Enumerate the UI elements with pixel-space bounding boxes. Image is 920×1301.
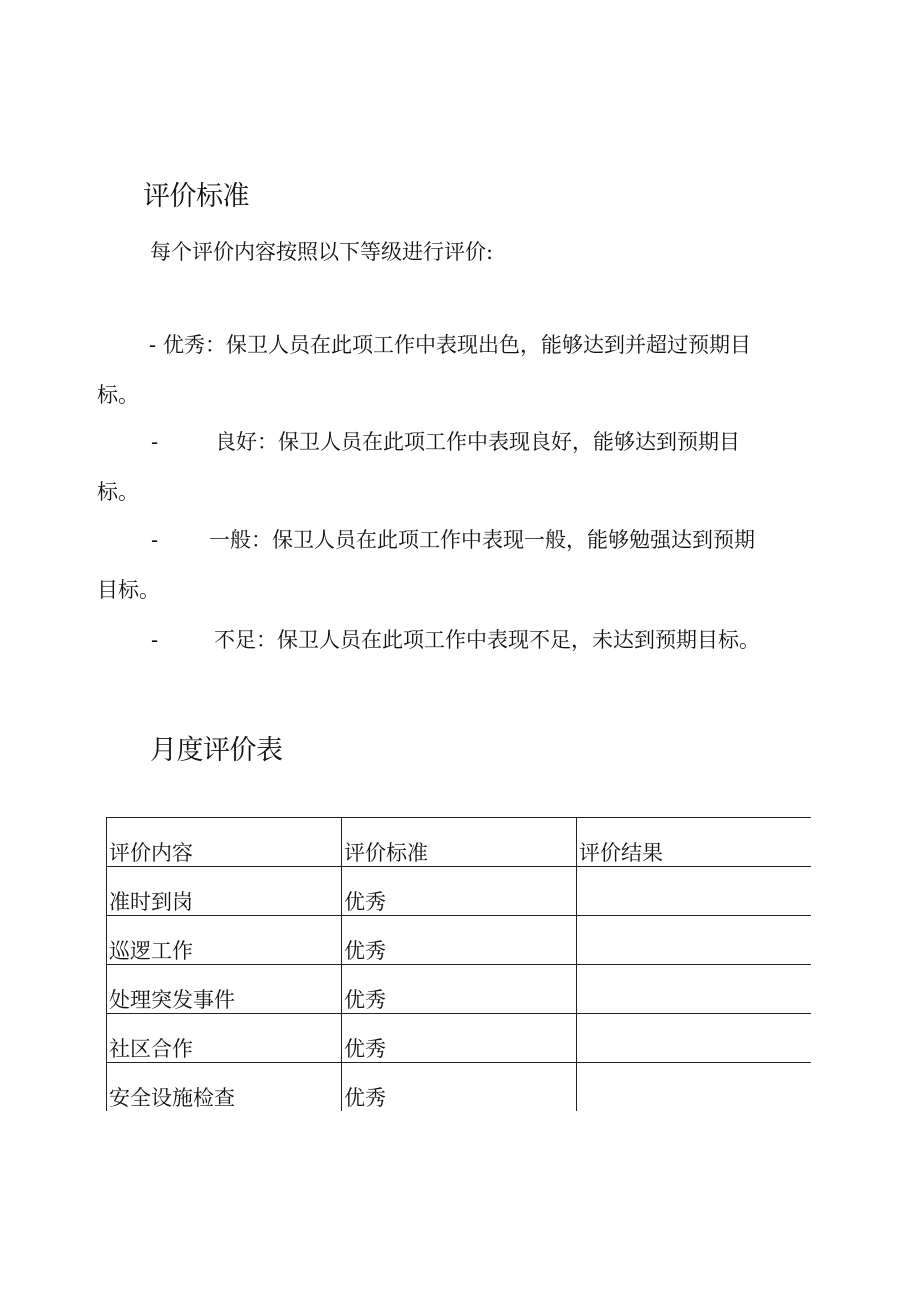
table-cell-content: 安全设施检查	[107, 1063, 342, 1112]
table-cell-result	[577, 1014, 812, 1063]
table-cell-result	[577, 1063, 812, 1112]
table-row	[107, 1014, 812, 1063]
table-header-cell: 评价标准	[342, 818, 577, 867]
table-header-row	[107, 818, 812, 867]
level-poor-text: 不足：保卫人员在此项工作中表现不足，未达到预期目标。	[214, 628, 760, 652]
table-cell-standard: 优秀	[342, 965, 577, 1014]
table-cell-content: 巡逻工作	[107, 916, 342, 965]
level-average-item	[97, 530, 837, 630]
table-cell-content: 社区合作	[107, 1014, 342, 1063]
table-cell-standard: 优秀	[342, 916, 577, 965]
table-header-cell: 评价结果	[577, 818, 812, 867]
table-cell-result	[577, 916, 812, 965]
table-row	[107, 965, 812, 1014]
section-title-monthly-evaluation: 月度评价表	[150, 735, 283, 766]
level-poor-item	[97, 630, 837, 680]
level-average-text-cont: 目标。	[97, 578, 160, 602]
monthly-evaluation-table	[106, 817, 811, 1111]
table-cell-standard: 优秀	[342, 867, 577, 916]
table-cell-result	[577, 965, 812, 1014]
table-cell-content: 处理突发事件	[107, 965, 342, 1014]
table-header-cell: 评价内容	[107, 818, 342, 867]
level-good-text: 良好：保卫人员在此项工作中表现良好，能够达到预期目	[215, 430, 740, 454]
list-dash: -	[151, 430, 159, 454]
table-cell-standard: 优秀	[342, 1063, 577, 1112]
level-excellent-text-cont: 标。	[97, 383, 139, 407]
list-dash: -	[151, 628, 159, 652]
level-good-item	[97, 432, 837, 532]
level-average-text: 一般：保卫人员在此项工作中表现一般，能够勉强达到预期	[209, 528, 755, 552]
evaluation-intro-text: 每个评价内容按照以下等级进行评价:	[150, 240, 494, 264]
level-good-text-cont: 标。	[97, 480, 139, 504]
list-dash: -	[149, 333, 157, 357]
section-title-evaluation-standard: 评价标准	[143, 181, 249, 212]
list-dash: -	[151, 528, 159, 552]
table-row	[107, 916, 812, 965]
table-cell-content: 准时到岗	[107, 867, 342, 916]
table-cell-standard: 优秀	[342, 1014, 577, 1063]
level-excellent-text: 优秀：保卫人员在此项工作中表现出色，能够达到并超过预期目	[163, 333, 751, 357]
table-cell-result	[577, 867, 812, 916]
level-excellent-item	[97, 335, 837, 435]
table-row	[107, 867, 812, 916]
table-row	[107, 1063, 812, 1112]
